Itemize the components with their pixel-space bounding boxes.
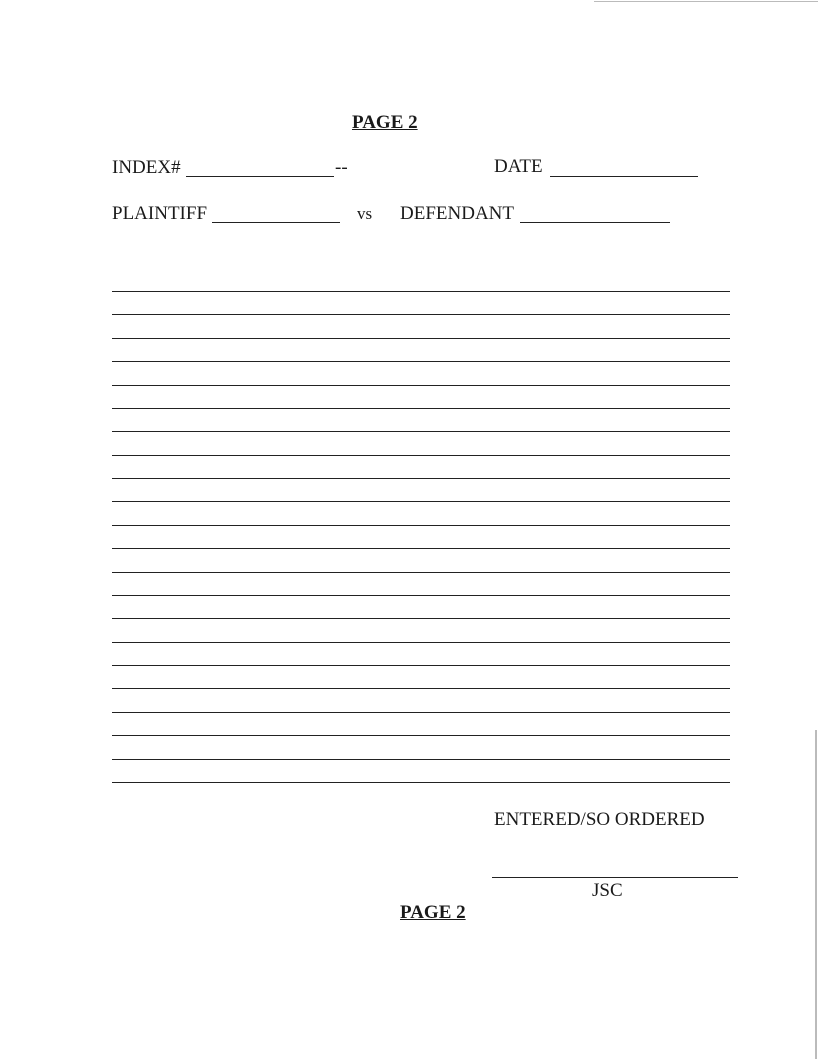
ruled-line[interactable] — [112, 595, 730, 596]
index-field[interactable] — [186, 176, 334, 177]
ruled-line[interactable] — [112, 618, 730, 619]
ruled-line[interactable] — [112, 291, 730, 292]
ruled-line[interactable] — [112, 455, 730, 456]
ruled-line[interactable] — [112, 688, 730, 689]
ruled-line[interactable] — [112, 501, 730, 502]
ruled-line[interactable] — [112, 525, 730, 526]
ruled-line[interactable] — [112, 572, 730, 573]
signature-line[interactable] — [492, 877, 738, 878]
ruled-line[interactable] — [112, 361, 730, 362]
plaintiff-field[interactable] — [212, 222, 340, 223]
scan-edge-right — [815, 730, 817, 1059]
index-separator: -- — [335, 157, 348, 178]
date-label: DATE — [494, 156, 543, 177]
ruled-line[interactable] — [112, 314, 730, 315]
ruled-line[interactable] — [112, 385, 730, 386]
plaintiff-label: PLAINTIFF — [112, 203, 208, 224]
ruled-line[interactable] — [112, 665, 730, 666]
ruled-line[interactable] — [112, 759, 730, 760]
scan-edge-top — [594, 1, 818, 2]
entered-so-ordered-label: ENTERED/SO ORDERED — [494, 809, 705, 830]
footer-title: PAGE 2 — [400, 902, 466, 923]
ruled-line[interactable] — [112, 408, 730, 409]
defendant-label: DEFENDANT — [400, 203, 514, 224]
defendant-field[interactable] — [520, 222, 670, 223]
ruled-line[interactable] — [112, 642, 730, 643]
ruled-line[interactable] — [112, 712, 730, 713]
ruled-line[interactable] — [112, 338, 730, 339]
index-label: INDEX# — [112, 157, 181, 178]
ruled-line[interactable] — [112, 478, 730, 479]
vs-label: vs — [357, 204, 373, 223]
jsc-label: JSC — [592, 880, 623, 901]
date-field[interactable] — [550, 176, 698, 177]
ruled-line[interactable] — [112, 548, 730, 549]
ruled-line[interactable] — [112, 431, 730, 432]
header-title: PAGE 2 — [352, 112, 418, 133]
ruled-line[interactable] — [112, 782, 730, 783]
ruled-line[interactable] — [112, 735, 730, 736]
